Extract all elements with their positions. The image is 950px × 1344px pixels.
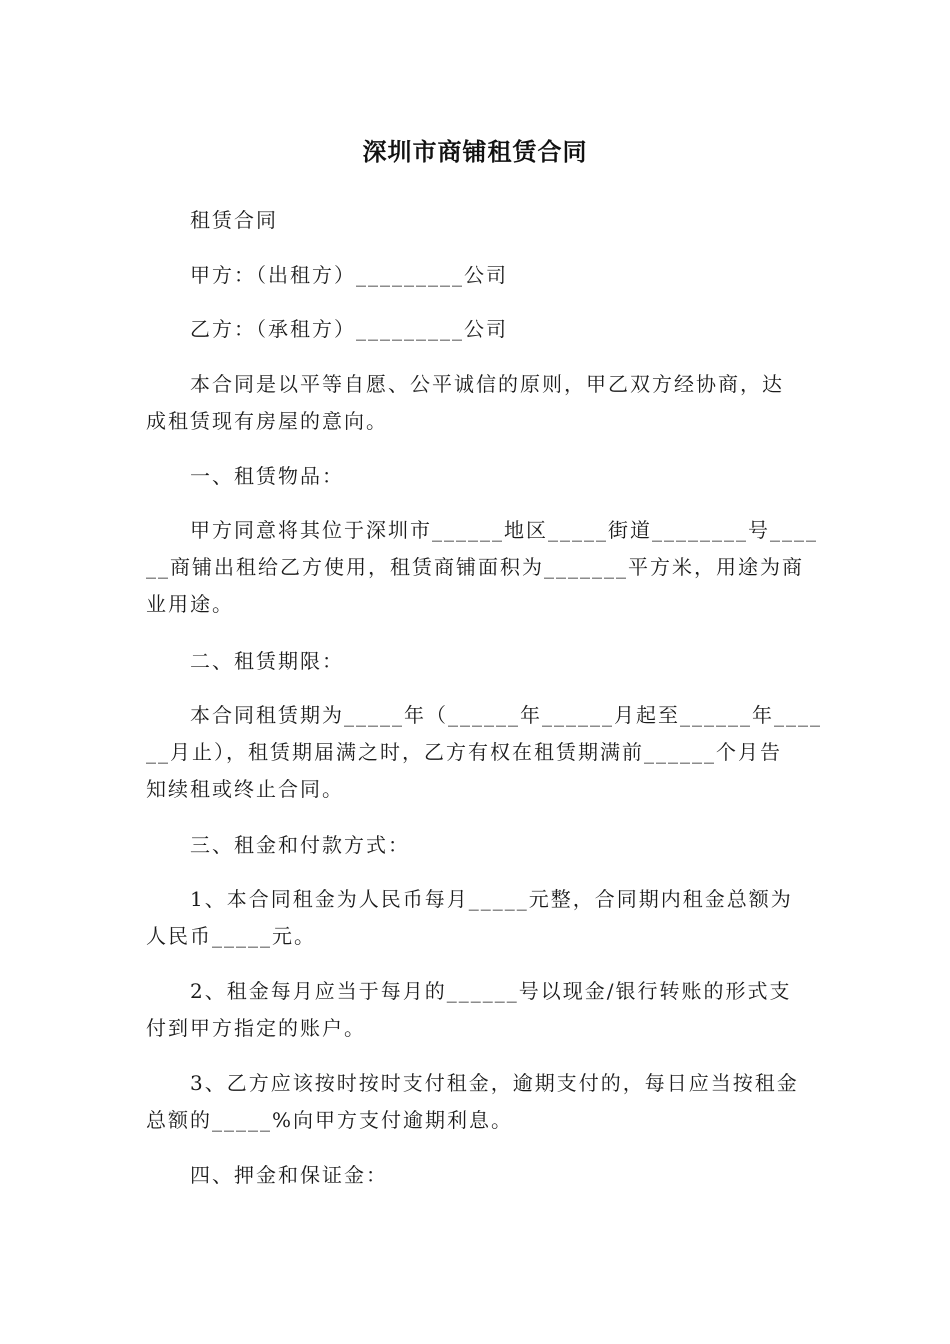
- text-line: 付到甲方指定的账户。: [146, 1016, 366, 1040]
- text-line: __商铺出租给乙方使用，租赁商铺面积为_______平方米，用途为商: [146, 555, 804, 579]
- text-line: 2、租金每月应当于每月的______号以现金/银行转账的形式支: [190, 979, 792, 1003]
- party-a-line: [146, 257, 806, 294]
- text-line: 本合同租赁期为_____年（______年______月起至______年____: [190, 703, 822, 727]
- section-heading: [146, 1157, 806, 1194]
- text-line: 甲方：（出租方）_________公司: [190, 263, 508, 287]
- text-line: 1、本合同租金为人民币每月_____元整，合同期内租金总额为: [190, 887, 793, 911]
- page-title: 深圳市商铺租赁合同: [362, 138, 588, 166]
- intro-paragraph: [146, 366, 806, 440]
- text-line: 甲方同意将其位于深圳市______地区_____街道________号____: [190, 518, 818, 542]
- party-b-line: [146, 311, 806, 348]
- text-line: 3、乙方应该按时按时支付租金，逾期支付的，每日应当按租金: [190, 1071, 799, 1095]
- text-line: 一、租赁物品：: [190, 464, 344, 488]
- text-line: 二、租赁期限：: [190, 649, 344, 673]
- paragraph-label: [146, 202, 806, 239]
- rent-clause-2: [146, 973, 806, 1047]
- text-line: 四、押金和保证金：: [190, 1163, 388, 1187]
- rent-clause-1: [146, 881, 806, 955]
- text-line: 人民币_____元。: [146, 924, 316, 948]
- section-heading: [146, 827, 806, 864]
- lease-term-paragraph: [146, 697, 822, 808]
- lease-item-paragraph: [146, 512, 818, 623]
- text-line: 乙方：（承租方）_________公司: [190, 317, 508, 341]
- section-heading: [146, 458, 806, 495]
- rent-clause-3: [146, 1065, 806, 1139]
- text-line: 三、租金和付款方式：: [190, 833, 410, 857]
- text-line: __月止），租赁期届满之时，乙方有权在租赁期满前______个月告: [146, 740, 782, 764]
- text-line: 成租赁现有房屋的意向。: [146, 409, 388, 433]
- text-line: 本合同是以平等自愿、公平诚信的原则，甲乙双方经协商，达: [190, 372, 784, 396]
- text-line: 知续租或终止合同。: [146, 777, 344, 801]
- text-line: 租赁合同: [190, 208, 278, 232]
- text-line: 总额的_____%向甲方支付逾期利息。: [146, 1108, 514, 1132]
- text-line: 业用途。: [146, 592, 234, 616]
- section-heading: [146, 643, 806, 680]
